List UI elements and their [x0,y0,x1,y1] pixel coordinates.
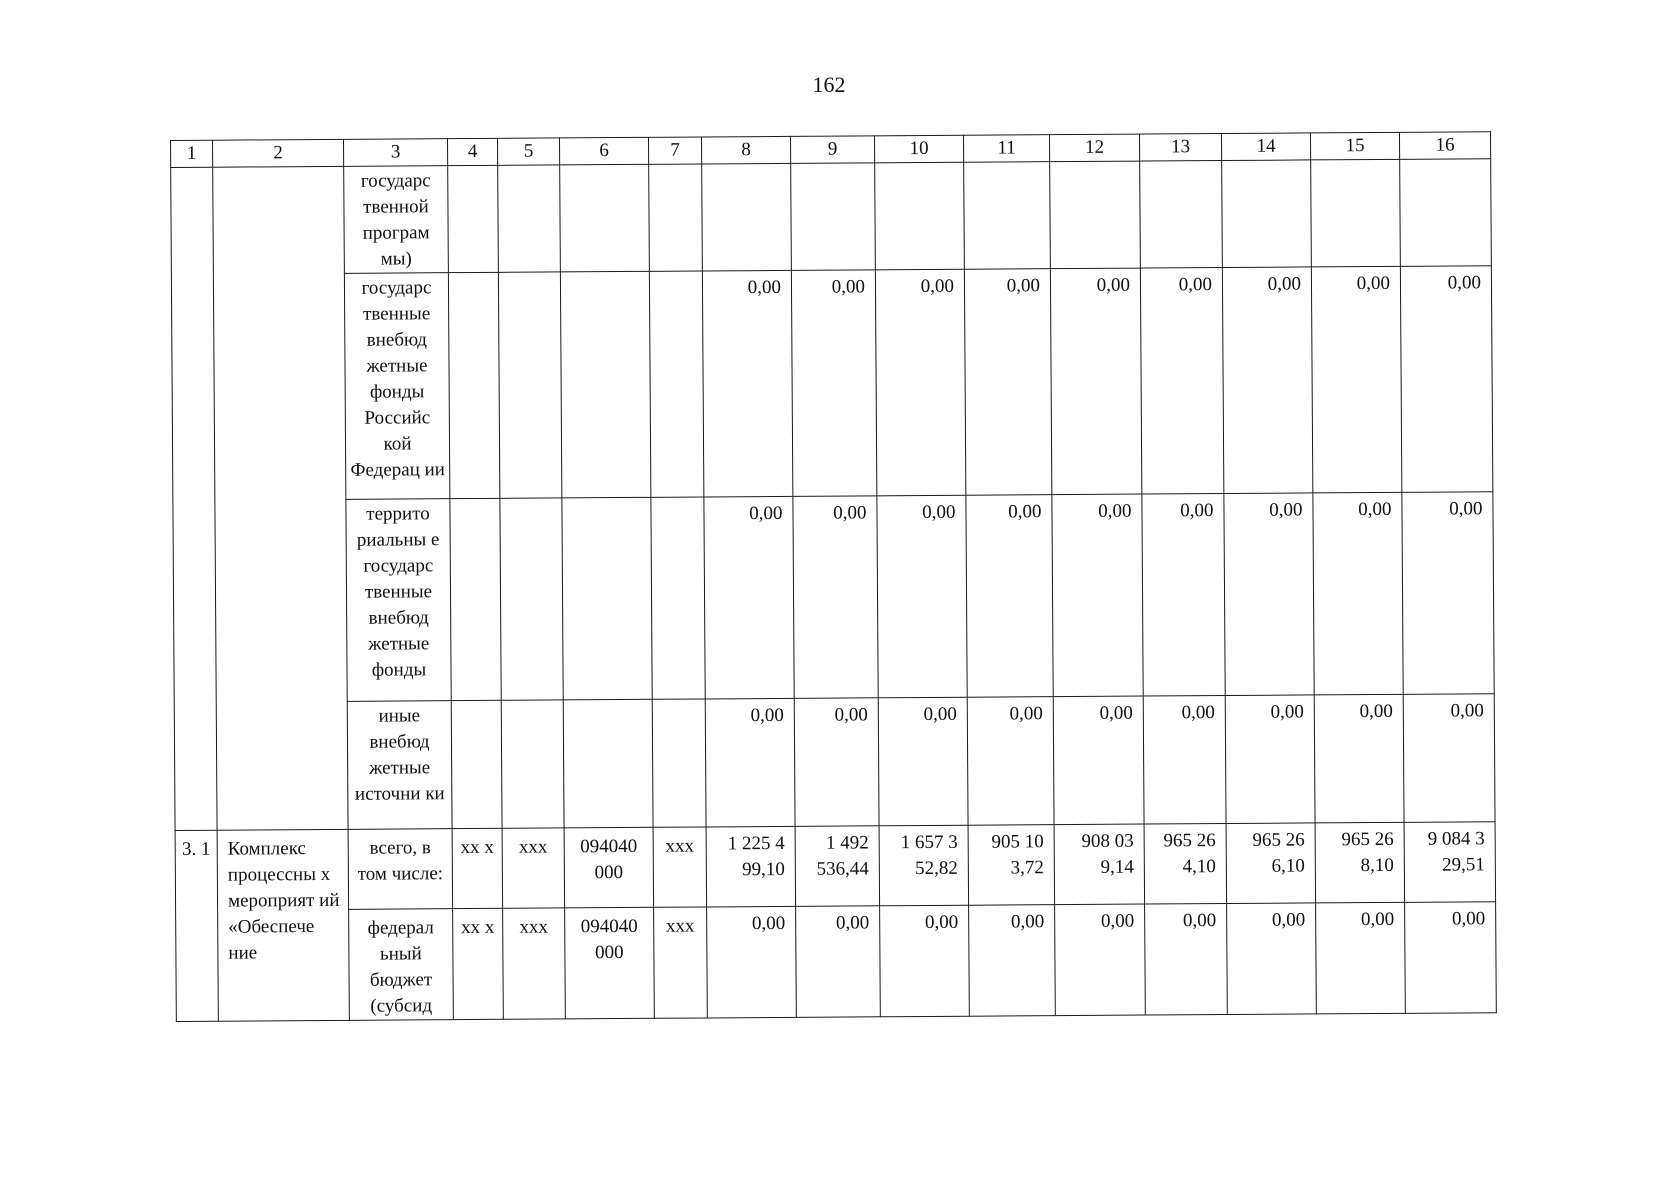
code-cell: ххх [654,907,708,1018]
header-cell: 14 [1221,133,1310,161]
table-row [176,902,1497,1022]
value-cell: 0,00 [1314,694,1404,823]
value-cell: 0,00 [1405,902,1497,1014]
value-cell: 0,00 [1145,904,1228,1016]
value-cell: 0,00 [1053,696,1144,825]
value-cell: 0,00 [1052,494,1143,697]
code-cell: ххх [502,828,565,908]
value-cell: 0,00 [1143,696,1226,825]
value-cell: 905 10 3,72 [968,825,1055,906]
header-cell: 7 [648,137,701,164]
value-cell [964,162,1051,270]
value-cell: 0,00 [1311,266,1401,493]
item-number: 3. 1 [175,830,218,1021]
value-cell: 0,00 [702,270,792,497]
value-cell: 0,00 [1225,695,1315,824]
value-cell: 0,00 [1402,492,1494,695]
header-cell: 9 [790,136,874,164]
header-cell: 6 [559,137,648,165]
funding-source-cell: террито риальны е государс твенные внебюд жетные фонды [346,499,451,702]
header-cell: 1 [171,140,213,167]
value-cell: 0,00 [704,496,794,699]
value-cell: 0,00 [705,698,795,827]
value-cell: 1 492 536,44 [795,826,880,907]
value-cell: 0,00 [1403,694,1495,823]
code-cell: 094040 000 [565,907,655,1019]
item-name: Комплекс процессны х мероприят ий «Обеспече ние [217,829,349,1021]
header-cell: 15 [1310,132,1399,160]
funding-source-cell: государс твенной програм мы) [344,166,449,274]
table-row [171,159,1492,275]
funding-source-cell: государс твенные внебюд жетные фонды Российс кой Федерац ии [344,273,449,500]
budget-table [170,131,1497,1022]
value-cell: 908 03 9,14 [1054,824,1145,905]
value-cell: 0,00 [969,905,1056,1017]
cell-empty [213,166,348,830]
funding-source-cell: всего, в том числе: [348,829,453,910]
value-cell: 0,00 [880,905,970,1017]
value-cell: 0,00 [794,698,879,827]
value-cell: 0,00 [1055,904,1146,1016]
value-cell [1050,161,1141,269]
table-row [171,266,1492,501]
value-cell: 0,00 [1316,902,1406,1014]
cell-empty [171,167,217,830]
value-cell: 0,00 [1222,267,1312,494]
value-cell: 0,00 [1227,903,1317,1015]
header-cell: 11 [963,135,1049,163]
budget-table-sheet [170,131,1497,1022]
value-cell [1140,161,1223,269]
value-cell [1222,160,1312,268]
value-cell: 0,00 [707,906,797,1018]
code-cell: ххх [653,827,707,907]
funding-source-cell: иные внебюд жетные источни ки [347,701,452,830]
header-cell: 16 [1399,132,1490,160]
value-cell: 0,00 [966,495,1053,698]
header-cell: 4 [447,138,497,165]
value-cell: 0,00 [877,495,967,698]
value-cell: 1 657 3 52,82 [879,825,969,906]
value-cell: 0,00 [793,496,878,699]
value-cell: 0,00 [964,269,1051,496]
value-cell: 9 084 3 29,51 [1404,822,1496,903]
header-cell: 12 [1049,134,1139,162]
table-row [173,492,1494,703]
value-cell [1311,159,1401,267]
value-cell: 0,00 [1050,268,1141,495]
value-cell: 1 225 4 99,10 [706,826,796,907]
code-cell: ххх [503,908,566,1019]
header-cell: 2 [213,139,344,167]
header-cell: 10 [874,135,963,163]
value-cell [791,163,876,271]
value-cell: 0,00 [1224,493,1314,696]
funding-source-cell: федерал ьный бюджет (субсид [349,909,454,1021]
table-row [175,822,1496,911]
header-cell: 3 [343,139,447,167]
value-cell [875,162,965,270]
code-cell: 094040 000 [564,827,654,908]
value-cell: 965 26 4,10 [1144,824,1227,905]
code-cell: хх х [453,908,504,1019]
value-cell: 0,00 [1313,492,1403,695]
value-cell: 0,00 [875,269,965,496]
code-cell: хх х [452,828,503,908]
header-cell: 8 [701,136,790,164]
value-cell: 0,00 [791,270,876,497]
value-cell: 0,00 [1400,266,1492,493]
value-cell: 0,00 [796,906,881,1018]
value-cell [702,163,792,271]
page-number: 162 [812,72,846,97]
value-cell: 0,00 [967,697,1054,826]
value-cell: 0,00 [1140,268,1223,495]
value-cell: 965 26 8,10 [1315,822,1405,903]
value-cell: 0,00 [1142,494,1225,697]
value-cell [1400,159,1492,267]
header-cell: 13 [1139,134,1221,162]
value-cell: 965 26 6,10 [1226,823,1316,904]
header-cell: 5 [497,138,559,165]
table-row [174,694,1495,831]
value-cell: 0,00 [878,697,968,826]
